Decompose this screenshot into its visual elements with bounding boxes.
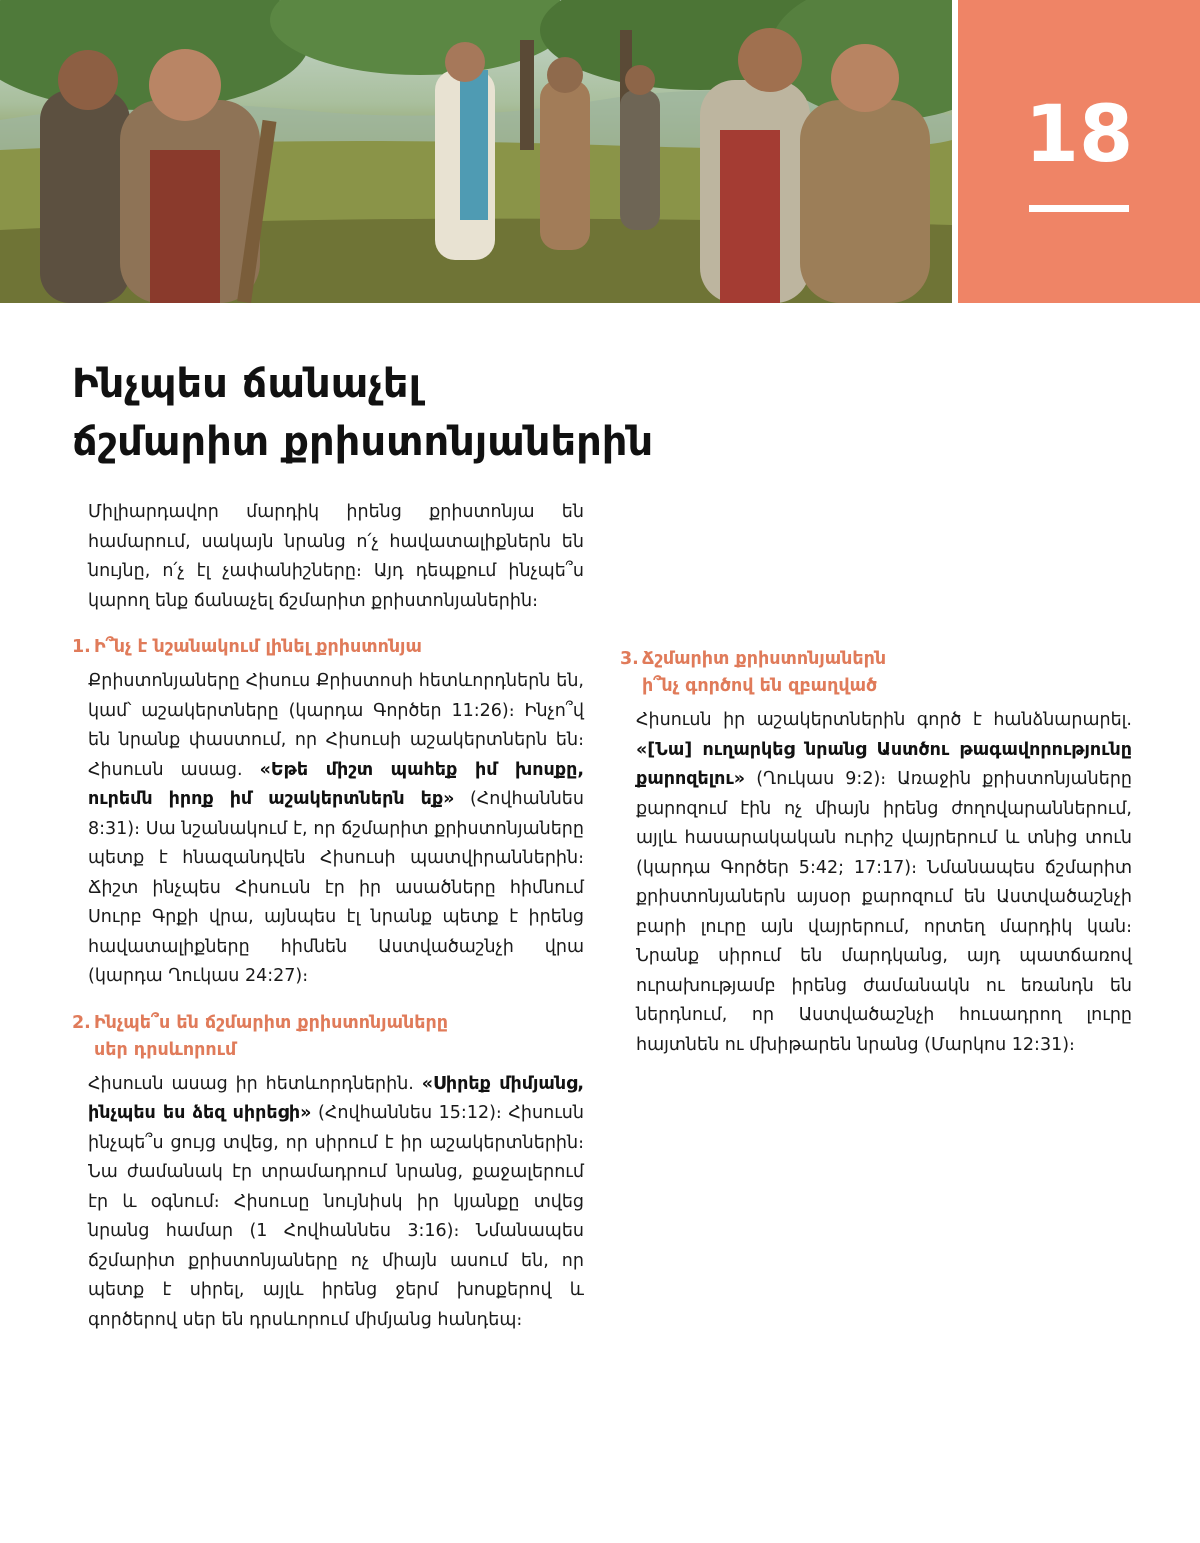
section-3-text-a: Հիսուսն իր աշակերտներին գործ է հանձնարարել.	[636, 710, 1132, 730]
left-column	[72, 498, 584, 1335]
section-heading-1	[72, 634, 584, 661]
section-1-text-a: Քրիստոնյաները Հիսուս Քրիստոսի հետևորդներն են, կամ՝ աշակերտները (կարդա Գործեր 11:26)։ Ինչո՞վ են նրանք փաստում, որ Հիսուսի աշակերտներն են։ Հիսուսն ասաց.	[88, 671, 584, 780]
page-title-line-2: ճշմարիտ քրիստոնյաներին	[72, 419, 654, 465]
section-2-text-b: (Հովհաննես 15:12)։ Հիսուսն ինչպե՞ս ցույց տվեց, որ սիրում է իր աշակերտներին։ Նա ժամանակ էր տրամադրում նրանց, քաջալերում էր և օգնում։ Հիսուսը նույնիսկ իր կյանքը տվեց նրանց համար (1 Հովհաննես 3:16)։ Նմանապես ճշմարիտ քրիստոնյաները ոչ միայն ասում են, որ պետք է սիրել, այլև իրենց ջերմ խոսքերով և գործերով սեր են դրսևորում միմյանց հանդեպ։	[88, 1103, 584, 1330]
section-heading-text: Ի՞նչ է նշանակում լինել քրիստոնյա	[94, 637, 422, 657]
section-1-quote: «Եթե միշտ պահեք իմ խոսքը, ուրեմն իրոք իմ աշակերտներն եք»	[88, 759, 584, 809]
section-1-paragraph	[72, 667, 584, 992]
page-title-line-1: Ինչպես ճանաչել	[72, 361, 421, 407]
lesson-number: 18	[1024, 90, 1134, 180]
section-heading-text: Ինչպե՞ս են ճշմարիտ քրիստոնյաները	[94, 1012, 448, 1033]
section-number: 1.	[72, 637, 91, 657]
page-title	[72, 355, 653, 471]
section-heading-2	[72, 1010, 584, 1064]
section-heading-text: Ճշմարիտ քրիստոնյաներն	[642, 649, 887, 669]
intro-paragraph: Միլիարդավոր մարդիկ իրենց քրիստոնյա են համարում, սակայն նրանց ո՛չ հավատալիքներն են նույնը, ո՛չ էլ չափանիշները։ Այդ դեպքում ինչպե՞ս կարող ենք ճանաչել ճշմարիտ քրիստոնյաներին։	[88, 502, 584, 611]
section-2-text-a: Հիսուսն ասաց իր հետևորդներին.	[88, 1073, 422, 1094]
section-number: 2.	[72, 1012, 91, 1033]
lesson-number-panel	[958, 0, 1200, 303]
section-2-paragraph	[72, 1070, 584, 1336]
section-number: 3.	[620, 649, 639, 669]
section-1-text-b: (Հովհաննես 8:31)։ Սա նշանակում է, որ ճշմարիտ քրիստոնյաները պետք է հնազանդվեն Հիսուսի պատվիրաններին։ Ճիշտ ինչպես Հիսուսն էր իր ասածները հիմնում Սուրբ Գրքի վրա, այնպես էլ նրանք պետք է իրենց հավատալիքները հիմնեն Աստվածաշնչի վրա (կարդա Ղուկաս 24:27)։	[88, 789, 584, 986]
section-3-text-b: (Ղուկաս 9:2)։ Առաջին քրիստոնյաները քարոզում էին ոչ միայն իրենց ժողովարաններում, այլև հասարակական ուրիշ վայրերում և տնից տուն (կարդա Գործեր 5:42; 17:17)։ Նմանապես ճշմարիտ քրիստոնյաներն այսօր քարոզում են Աստվածաշնչի բարի լուրը այն վայրերում, որտեղ մարդիկ կան։ Նրանք սիրում են մարդկանց, այդ պատճառով ուրախությամբ իրենց ժամանակն ու եռանդն են ներդնում, որ Աստվածաշնչի հուսադրող լուրը հայտնեն ու մխիթարեն նրանց (Մարկոս 12:31)։	[636, 769, 1132, 1055]
section-3-quote: «[Նա] ուղարկեց նրանց Աստծու թագավորությունը քարոզելու»	[636, 739, 1132, 789]
illustration-jesus-with-disciples	[0, 0, 952, 303]
section-3-paragraph	[620, 706, 1132, 1060]
lesson-number-underline	[1029, 205, 1129, 212]
right-column	[620, 498, 1132, 1060]
section-heading-3	[620, 646, 1132, 700]
section-heading-text-line-2: սեր դրսևորում	[94, 1039, 237, 1060]
section-heading-text-line-2: ի՞նչ գործով են զբաղված	[642, 676, 878, 696]
hero-image	[0, 0, 952, 303]
section-2-quote: «Սիրեք միմյանց, ինչպես ես ձեզ սիրեցի»	[88, 1073, 584, 1123]
